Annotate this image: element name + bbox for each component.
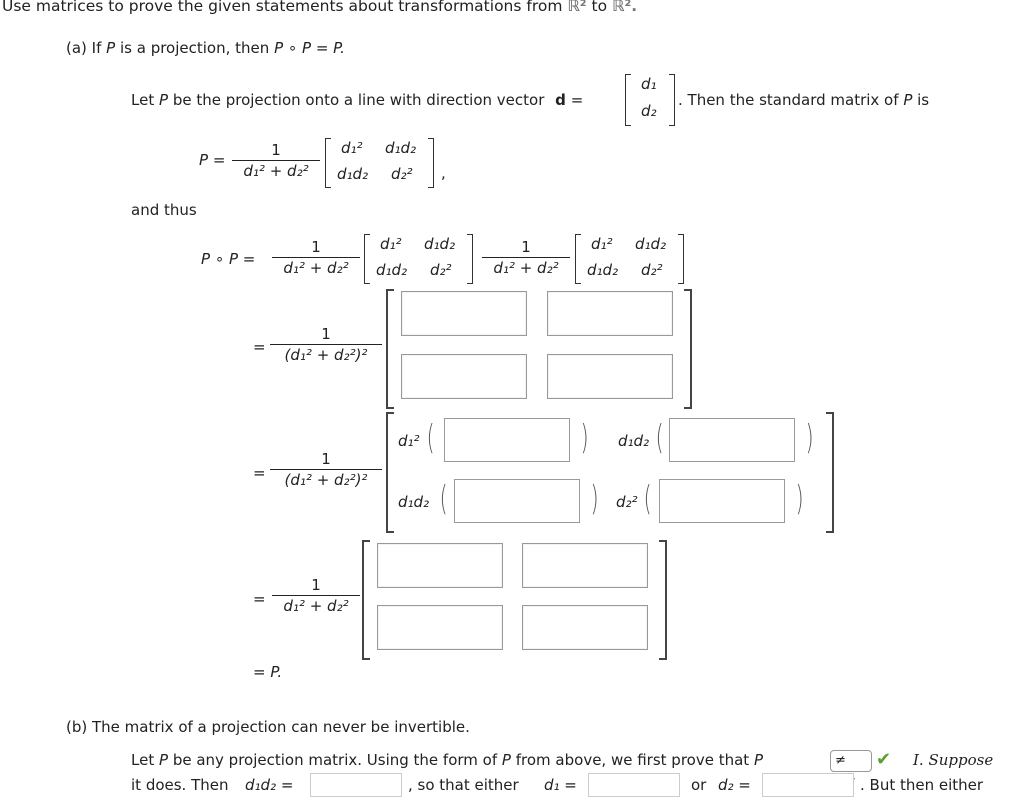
matrix-right-bracket [659,540,667,660]
r2-symbol-2: ℝ². [612,0,638,15]
fraction-bar [272,257,360,258]
numerator: 1 [521,238,531,256]
vector-top: d₁ [641,75,657,93]
matrix-entry-22: d₂² [641,261,663,279]
open-paren: ( [426,418,435,458]
matrix-entry-22: d₂² [391,165,413,183]
and-thus: and thus [131,201,197,219]
matrix-entry-22: d₂² [430,261,452,279]
denominator: d₁² + d₂² [283,597,349,615]
fraction-squared-2 [270,450,382,489]
d2-equals: d₂ = [718,776,751,794]
p-symbol: P [106,39,116,57]
relation-select-value: ≠ [835,753,846,768]
let-word: Let [131,751,155,769]
intro-sentence: Use matrices to prove the given statements about transformations from [2,0,563,15]
d1d2-equals: d₁d₂ = [245,776,294,794]
open-paren: ( [655,418,664,458]
d2-input[interactable] [762,773,854,797]
matrix-right-bracket [826,412,834,533]
matrix-right-bracket [684,289,692,409]
matrix-left-bracket [575,234,581,284]
fraction-simple-1 [272,238,360,277]
close-paren: ) [795,479,804,519]
fraction-bar [270,469,382,470]
p-symbol: P [158,751,169,769]
factor-d1d2: d₁d₂ [398,493,430,511]
matrix-left-bracket [386,412,394,533]
part-b-heading: (b) The matrix of a projection can never be invertible. [66,718,470,736]
matrix-left-bracket [386,289,394,409]
matrix-left-bracket [325,138,331,188]
answer-input-step3-12[interactable] [669,418,795,462]
matrix-entry-21: d₁d₂ [587,261,619,279]
final-equals-p: = P. [253,663,283,681]
relation-select[interactable] [830,750,872,772]
answer-input-step4-12[interactable] [522,543,648,588]
answer-input-step3-22[interactable] [659,479,785,523]
fraction-bar [482,257,570,258]
vector-left-bracket [625,74,631,126]
vector-bottom: d₂ [641,102,657,120]
then-statement [678,91,929,109]
but-then-text: . But then either [860,776,984,794]
intro-text [2,0,637,15]
is-word: is [917,91,930,109]
matrix-left-bracket [362,540,370,660]
numerator: 1 [321,325,331,343]
let-statement [131,91,583,109]
factor-d1-squared: d₁² [398,432,420,450]
answer-input-step3-11[interactable] [444,418,570,462]
p-compose-p-equals: P ∘ P = [201,250,256,268]
fraction-simple [232,141,320,180]
equals-sign: = [253,464,266,482]
answer-input-step4-11[interactable] [377,543,503,588]
p-symbol: P [903,91,913,109]
denominator: (d₁² + d₂²)² [284,471,368,489]
fraction-bar [270,344,382,345]
part-a-text: is a projection, then [119,39,270,57]
answer-input-step2-12[interactable] [547,291,673,336]
answer-input-step3-21[interactable] [454,479,580,523]
r2-symbol: ℝ² [567,0,587,15]
denominator: d₁² + d₂² [493,259,559,277]
numerator: 1 [271,141,281,159]
so-either-text: , so that either [408,776,519,794]
matrix-entry-12: d₁d₂ [635,235,667,253]
matrix-right-bracket [428,138,434,188]
matrix-left-bracket [364,234,370,284]
then-text: . Then the standard matrix of [678,91,899,109]
numerator: 1 [311,576,321,594]
p-symbol: P [158,91,169,109]
denominator: d₁² + d₂² [283,259,349,277]
answer-input-step2-11[interactable] [401,291,527,336]
let-word: Let [131,91,155,109]
factor-d2-squared: d₂² [616,493,638,511]
vector-right-bracket [669,74,675,126]
d1d2-input[interactable] [310,773,402,797]
close-paren: ) [805,418,814,458]
denominator: (d₁² + d₂²)² [284,346,368,364]
to-word: to [591,0,608,15]
d-vector-symbol: d [555,91,566,109]
equals-sign: = [253,338,266,356]
denominator: d₁² + d₂² [243,162,309,180]
matrix-entry-12: d₁d₂ [424,235,456,253]
let-rest: be the projection onto a line with direction vector [172,91,545,109]
matrix-right-bracket [678,234,684,284]
close-paren: ) [590,479,599,519]
i-suppose-text: I. Suppose [913,751,994,769]
numerator: 1 [321,450,331,468]
p-symbol: P [753,751,764,769]
matrix-entry-11: d₁² [380,235,402,253]
matrix-entry-11: d₁² [591,235,613,253]
part-b-text: be any projection matrix. Using the form of [172,751,498,769]
fraction-simple-3 [272,576,360,615]
part-b-line1 [131,751,763,769]
factor-d1d2: d₁d₂ [618,432,650,450]
composition-statement: P ∘ P = P. [274,39,345,57]
p-equals: P = [199,151,226,169]
numerator: 1 [311,238,321,256]
fraction-squared-1 [270,325,382,364]
part-b-text-2: from above, we first prove that [515,751,750,769]
equals-sign: = [253,590,266,608]
d1-equals: d₁ = [544,776,577,794]
or-text: or [691,776,707,794]
equals-sign: = [570,91,584,109]
part-a-label: (a) If [66,39,102,57]
matrix-right-bracket [467,234,473,284]
p-symbol: P [501,751,511,769]
close-paren: ) [580,418,589,458]
comma: , [441,164,446,182]
fraction-bar [232,160,320,161]
check-icon: ✔ [876,749,892,770]
answer-input-step4-22[interactable] [522,605,648,650]
answer-input-step2-21[interactable] [401,354,527,399]
d1-input[interactable] [588,773,680,797]
open-paren: ( [643,479,652,519]
fraction-bar [272,595,360,596]
answer-input-step2-22[interactable] [547,354,673,399]
answer-input-step4-21[interactable] [377,605,503,650]
matrix-entry-21: d₁d₂ [337,165,369,183]
matrix-entry-21: d₁d₂ [376,261,408,279]
fraction-simple-2 [482,238,570,277]
open-paren: ( [439,479,448,519]
matrix-entry-12: d₁d₂ [385,139,417,157]
part-b-line2: it does. Then [131,776,229,794]
matrix-entry-11: d₁² [341,139,363,157]
part-a-heading [66,39,345,57]
